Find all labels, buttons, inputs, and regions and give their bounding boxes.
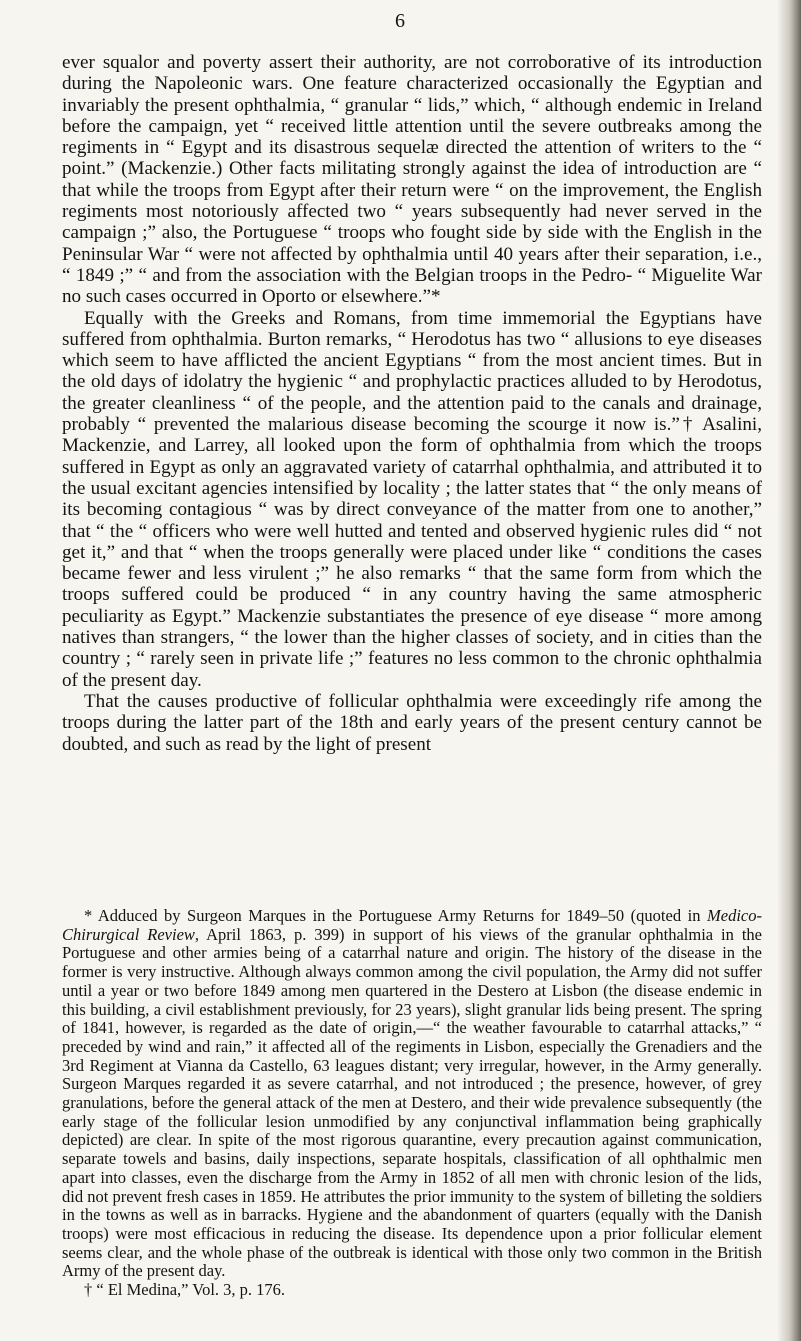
footnote-dagger: † “ El Medina,” Vol. 3, p. 176. <box>84 1280 286 1300</box>
paragraph: Equally with the Greeks and Romans, from time immemorial the Egyptians have suffered from ophthalmia. Burton remarks, “ Herodotus has two “ allusions to eye diseases which seem to have afflicted the ancient Egyptians “ from the most ancient times. But in the old days of idolatry the hygienic “ and prophylactic practices alluded to by Herodotus, the greater cleanliness “ of the people, and the attention paid to the canals and drainage, probably “ prevented the malarious disease becoming the scourge it now is.”† Asalini, Mackenzie, and Larrey, all looked upon the form of ophthalmia from which the troops suffered in Egypt as only an aggravated variety of catarrhal ophthalmia, and attributed it to the usual excitant agencies intensified by locality ; the latter states that “ the only means of its becoming contagious “ was by direct conveyance of the matter from one to another,” that “ the “ officers who were well hutted and tented and observed hygienic rules did “ not get it,” and that “ when the troops generally were placed under like “ conditions the cases became fewer and less virulent ;” he also remarks “ that the same form from which the troops suffered could be produced “ in any country having the same atmospheric peculiarity as Egypt.” Mackenzie substantiates the presence of eye disease “ more among natives than strangers, “ the lower than the higher classes of society, and in cities than the country ; “ rarely seen in private life ;” features no less common to the chronic ophthalmia of the present day. <box>62 307 762 691</box>
footnote-star <box>62 907 762 1281</box>
paragraph: That the causes productive of follicular ophthalmia were exceedingly rife among the troops during the latter part of the 18th and early years of the present century cannot be doubted, and such as read by the light of present <box>62 690 762 755</box>
footnote-star-lead: * Adduced by Surgeon Marques in the Portuguese Army Returns for 1849–50 (quoted in <box>84 906 708 925</box>
page-edge-shadow <box>777 0 801 1341</box>
page-number: 6 <box>395 10 406 32</box>
main-text <box>62 52 762 755</box>
footnote-journal-title: Medico-Chirurgical Review <box>62 906 762 944</box>
paragraph: ever squalor and poverty assert their authority, are not corroborative of its introduction during the Napoleonic wars. One feature characterized occasionally the Egyptian and invariably the present ophthalmia, “ granular “ lids,” which, “ although endemic in Ireland before the campaign, yet “ received little attention until the severe outbreaks among the regiments in “ Egypt and its disastrous sequelæ directed the attention of writers to the “ point.” (Mackenzie.) Other facts militating strongly against the idea of introduction are “ that while the troops from Egypt after their return were “ on the improvement, the English regiments most notoriously affected two “ years subsequently had never served in the campaign ;” also, the Portuguese “ troops who fought side by side with the English in the Peninsular War “ were not affected by ophthalmia until 40 years after their separation, i.e., “ 1849 ;” “ and from the association with the Belgian troops in the Pedro- “ Miguelite War no such cases occurred in Oporto or elsewhere.”* <box>62 52 762 308</box>
footnote-star-rest: , April 1863, p. 399) in support of his views of the granular ophthalmia in the Portuguese and other armies being of a catarrhal nature and origin. The history of the disease in the former is very instructive. Although always common among the civil population, the Army did not suffer until a year or two before 1849 among men quartered in the Destero at Lisbon (the disease endemic in this building, a civil establishment previously, for 23 years), slight granular lids being present. The spring of 1841, however, is regarded as the date of origin,—“ the weather favourable to catarrhal attacks,” “ preceded by wind and rain,” it affected all of the regiments in Lisbon, especially the Grenadiers and the 3rd Regiment at Vianna da Castello, 63 leagues distant; very irregular, however, in the Army generally. Surgeon Marques regarded it as severe catarrhal, and not introduced ; the presence, however, of grey granulations, before the general attack of the men at Destero, and their wide prevalence subsequently (the early stage of the follicular lesion unmodified by any conjunctival inflammation being graphically depicted) are clear. In spite of the most rigorous quarantine, every precaution against communication, separate towels and basins, daily inspections, separate hospitals, classification of all ophthalmic men apart into classes, even the discharge from the Army in 1852 of all men with chronic lesion of the lids, did not prevent fresh cases in 1859. He attributes the prior immunity to the system of billeting the soldiers in the towns as well as in barracks. Hygiene and the abandonment of quarters (equally with the Danish troops) were most efficacious in reducing the disease. Its dependence upon a prior follicular element seems clear, and the whole phase of the outbreak is identical with those only two common in the British Army of the present day. <box>62 924 763 1281</box>
footnotes <box>62 907 762 1300</box>
